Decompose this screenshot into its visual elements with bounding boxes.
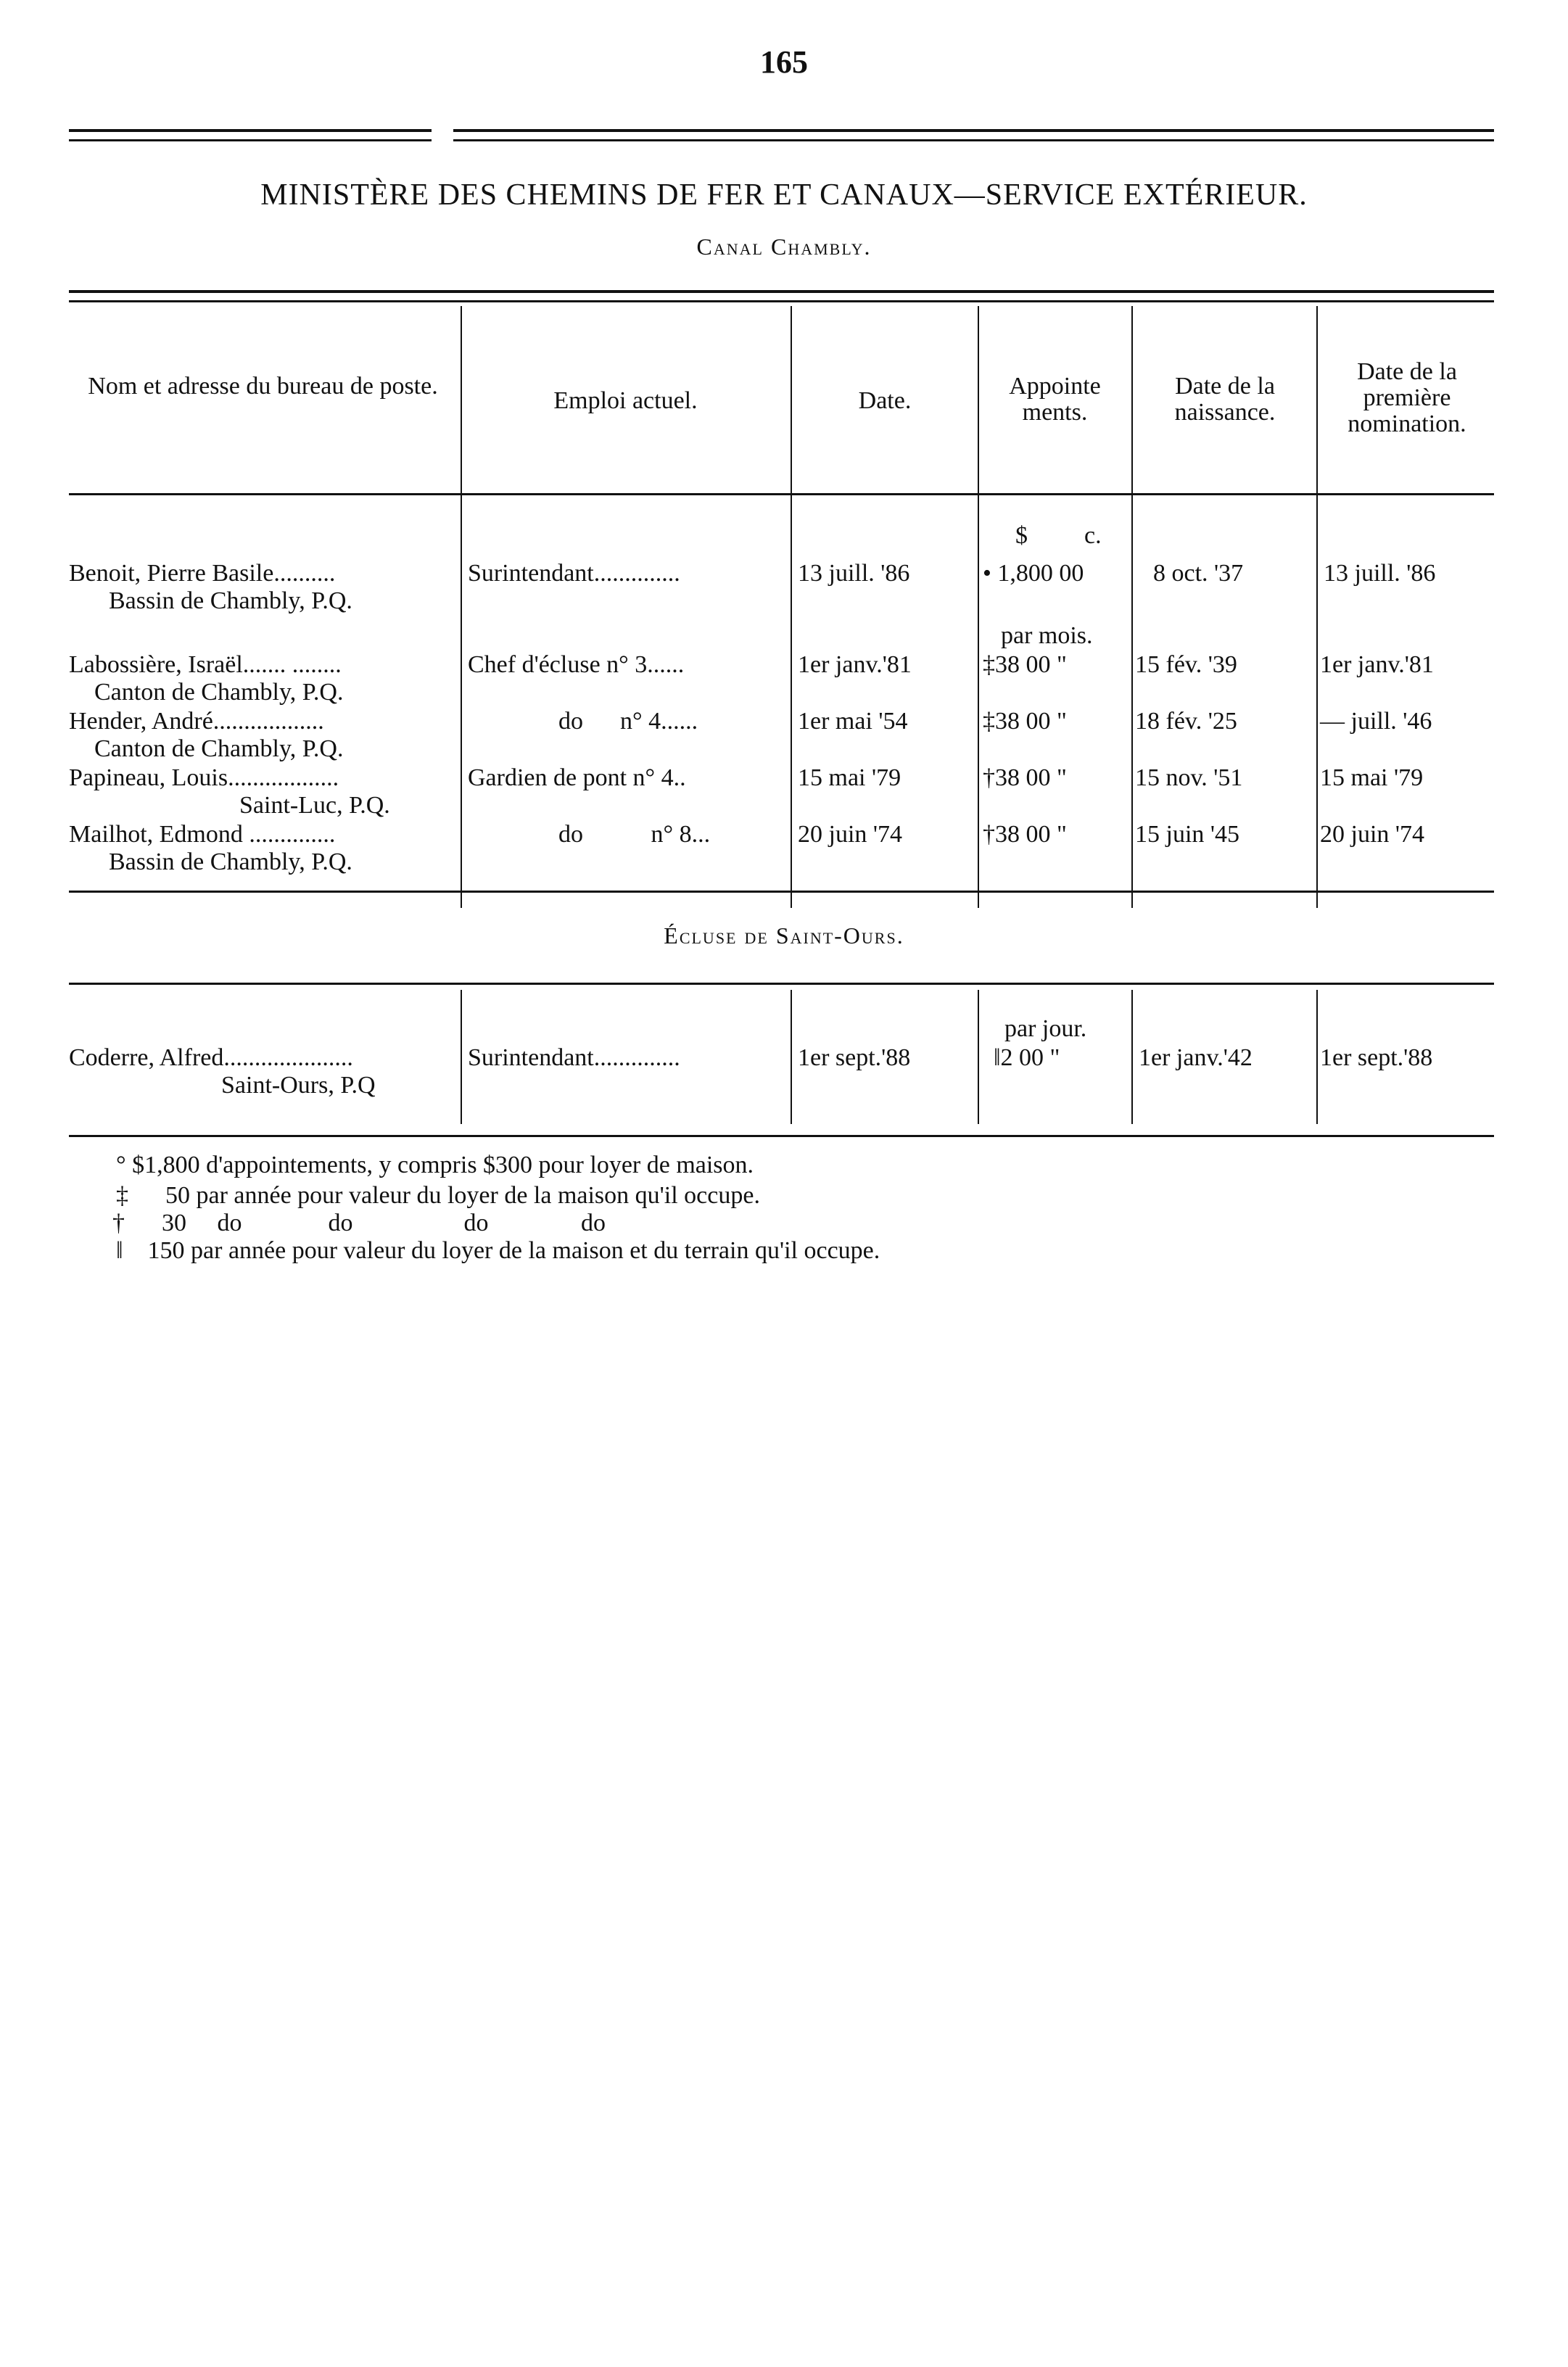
currency-dollars: $ <box>1015 522 1028 549</box>
header-date: Date. <box>858 387 912 414</box>
row-birth: 15 fév. '39 <box>1135 651 1237 678</box>
row-employment: do n° 4...... <box>558 708 698 735</box>
col-divider-3-s2 <box>978 990 979 1124</box>
row-salary-note: par mois. <box>1001 622 1093 649</box>
row-first-nomination: 1er sept.'88 <box>1320 1044 1433 1071</box>
row-date: 15 mai '79 <box>798 764 901 791</box>
row-salary: †38 00 " <box>983 764 1067 791</box>
row-address: Saint-Ours, P.Q <box>221 1072 376 1099</box>
section-divider-rule <box>69 891 1494 893</box>
row-date: 20 juin '74 <box>798 821 903 848</box>
col-divider-4 <box>1131 306 1133 908</box>
col-divider-1-s2 <box>461 990 462 1124</box>
row-address: Bassin de Chambly, P.Q. <box>109 587 352 614</box>
row-date: 13 juill. '86 <box>798 560 910 587</box>
footnote: † 30 do do do do <box>112 1210 606 1236</box>
row-employment: Gardien de pont n° 4.. <box>468 764 686 791</box>
col-divider-5 <box>1316 306 1318 908</box>
top-double-rule <box>69 129 432 141</box>
col-divider-5-s2 <box>1316 990 1318 1124</box>
row-first-nomination: 15 mai '79 <box>1320 764 1424 791</box>
footnote: ° $1,800 d'appointements, y compris $300 pour loyer de maison. <box>116 1152 754 1178</box>
row-address: Canton de Chambly, P.Q. <box>94 679 344 706</box>
row-birth: 1er janv.'42 <box>1139 1044 1253 1071</box>
table-bottom-rule <box>69 1135 1494 1137</box>
row-name: Labossière, Israël....... ........ <box>69 651 342 678</box>
section-title-saint-ours: Écluse de Saint-Ours. <box>664 922 904 949</box>
col-divider-2-s2 <box>791 990 792 1124</box>
col-divider-3 <box>978 306 979 908</box>
row-address: Saint-Luc, P.Q. <box>239 792 390 819</box>
row-salary: • 1,800 00 <box>983 560 1084 587</box>
col-divider-2 <box>791 306 792 908</box>
footnote: ‡ 50 par année pour valeur du loyer de la maison qu'il occupe. <box>116 1182 760 1209</box>
row-salary: ‡38 00 " <box>983 708 1067 735</box>
row-employment: do n° 8... <box>558 821 711 848</box>
row-first-nomination: 13 juill. '86 <box>1324 560 1436 587</box>
header-bottom-rule <box>69 493 1494 495</box>
row-name: Hender, André.................. <box>69 708 324 735</box>
row-name: Mailhot, Edmond .............. <box>69 821 336 848</box>
row-name: Coderre, Alfred..................... <box>69 1044 353 1071</box>
row-first-nomination: 20 juin '74 <box>1320 821 1425 848</box>
row-date: 1er janv.'81 <box>798 651 912 678</box>
row-first-nomination: — juill. '46 <box>1320 708 1432 735</box>
page-number: 165 <box>760 44 808 80</box>
currency-cents: c. <box>1084 522 1102 549</box>
section2-top-rule <box>69 983 1494 985</box>
header-double-rule <box>69 290 1494 302</box>
header-birth: Date de la naissance. <box>1174 373 1276 426</box>
top-double-rule-right <box>453 129 1494 141</box>
row-employment: Chef d'écluse n° 3...... <box>468 651 685 678</box>
row-address: Bassin de Chambly, P.Q. <box>109 848 352 875</box>
row-salary: ‡38 00 " <box>983 651 1067 678</box>
col-divider-1 <box>461 306 462 908</box>
row-salary-note: par jour. <box>1004 1015 1087 1042</box>
row-name: Benoit, Pierre Basile.......... <box>69 560 336 587</box>
row-first-nomination: 1er janv.'81 <box>1320 651 1434 678</box>
row-birth: 15 juin '45 <box>1135 821 1240 848</box>
row-employment: Surintendant.............. <box>468 1044 680 1071</box>
row-name: Papineau, Louis.................. <box>69 764 339 791</box>
page-title: MINISTÈRE DES CHEMINS DE FER ET CANAUX—SERVICE EXTÉRIEUR. <box>260 178 1308 212</box>
row-date: 1er sept.'88 <box>798 1044 911 1071</box>
footnote: ‖ 150 par année pour valeur du loyer de la maison et du terrain qu'il occupe. <box>116 1237 880 1264</box>
row-address: Canton de Chambly, P.Q. <box>94 735 344 762</box>
row-salary: †38 00 " <box>983 821 1067 848</box>
header-first-nomination: Date de la première nomination. <box>1348 358 1466 437</box>
row-salary: ‖2 00 " <box>994 1044 1060 1071</box>
header-name: Nom et adresse du bureau de poste. <box>88 373 438 400</box>
row-employment: Surintendant.............. <box>468 560 680 587</box>
header-salary: Appointe ments. <box>1009 373 1101 426</box>
row-birth: 8 oct. '37 <box>1153 560 1244 587</box>
row-birth: 18 fév. '25 <box>1135 708 1237 735</box>
section-title-chambly: Canal Chambly. <box>696 234 872 260</box>
row-date: 1er mai '54 <box>798 708 908 735</box>
row-birth: 15 nov. '51 <box>1135 764 1243 791</box>
header-employment: Emploi actuel. <box>553 387 698 414</box>
col-divider-4-s2 <box>1131 990 1133 1124</box>
